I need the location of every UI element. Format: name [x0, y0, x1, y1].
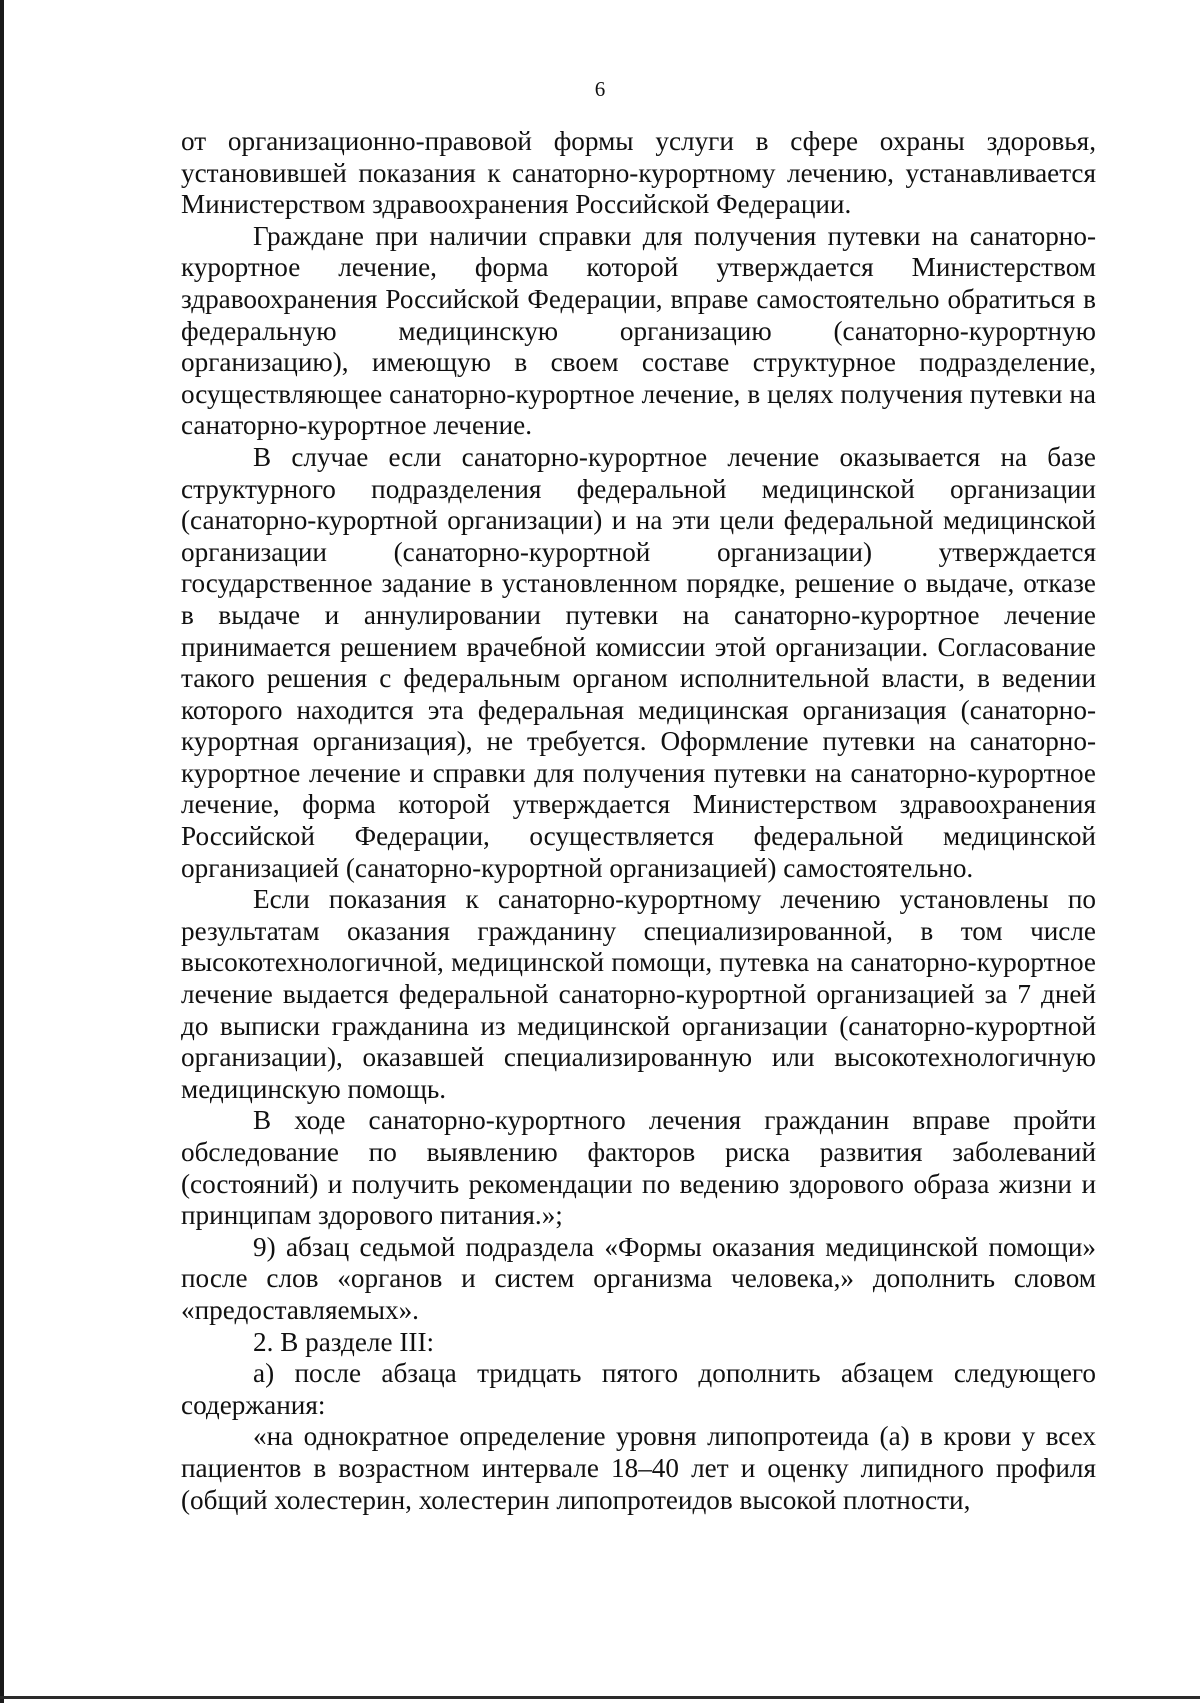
- paragraph: Если показания к санаторно-курортному лечению установлены по результатам оказания гражданину специализированной, в том числе высокотехнологичной, медицинской помощи, путевка на санаторно-курортное лечение выдается федеральной санаторно-курортной организацией за 7 дней до выписки гражданина из медицинской организации (санаторно-курортной организации), оказавшей специализированную или высокотехнологичную медицинскую помощь.: [181, 884, 1096, 1104]
- page-number: 6: [594, 77, 606, 101]
- paragraph: «на однократное определение уровня липопротеида (а) в крови у всех пациентов в возрастном интервале 18–40 лет и оценку липидного профиля (общий холестерин, холестерин липопротеидов высокой плотности,: [181, 1421, 1096, 1515]
- paragraph: а) после абзаца тридцать пятого дополнить абзацем следующего содержания:: [181, 1358, 1096, 1420]
- paragraph: 9) абзац седьмой подраздела «Формы оказания медицинской помощи» после слов «органов и систем организма человека,» дополнить словом «предоставляемых».: [181, 1231, 1096, 1325]
- paragraph: Граждане при наличии справки для получения путевки на санаторно-курортное лечение, форма которой утверждается Министерством здравоохранения Российской Федерации, вправе самостоятельно обратиться в федеральную медицинскую организацию (санаторно-курортную организацию), имеющую в своем составе структурное подразделение, осуществляющее санаторно-курортное лечение, в целях получения путевки на санаторно-курортное лечение.: [181, 220, 1096, 441]
- paragraph: В случае если санаторно-курортное лечение оказывается на базе структурного подразделения федеральной медицинской организации (санаторно-курортной организации) и на эти цели федеральной медицинской организации (санаторно-курортной организации) утверждается государственное задание в установленном порядке, решение о выдаче, отказе в выдаче и аннулировании путевки на санаторно-курортное лечение принимается решением врачебной комиссии этой организации. Согласование такого решения с федеральным органом исполнительной власти, в ведении которого находится эта федеральная медицинская организация (санаторно-курортная организация), не требуется. Оформление путевки на санаторно-курортное лечение и справки для получения путевки на санаторно-курортное лечение, форма которой утверждается Министерством здравоохранения Российской Федерации, осуществляется федеральной медицинской организацией (санаторно-курортной организацией) самостоятельно.: [181, 441, 1096, 883]
- paragraph: от организационно-правовой формы услуги в сфере охраны здоровья, установившей показания к санаторно-курортному лечению, устанавливается Министерством здравоохранения Российской Федерации.: [181, 126, 1096, 220]
- paragraph: В ходе санаторно-курортного лечения гражданин вправе пройти обследование по выявлению факторов риска развития заболеваний (состояний) и получить рекомендации по ведению здорового образа жизни и принципам здорового питания.»;: [181, 1105, 1096, 1231]
- document-body: [181, 126, 1096, 1516]
- section-heading: 2. В разделе III:: [253, 1326, 435, 1357]
